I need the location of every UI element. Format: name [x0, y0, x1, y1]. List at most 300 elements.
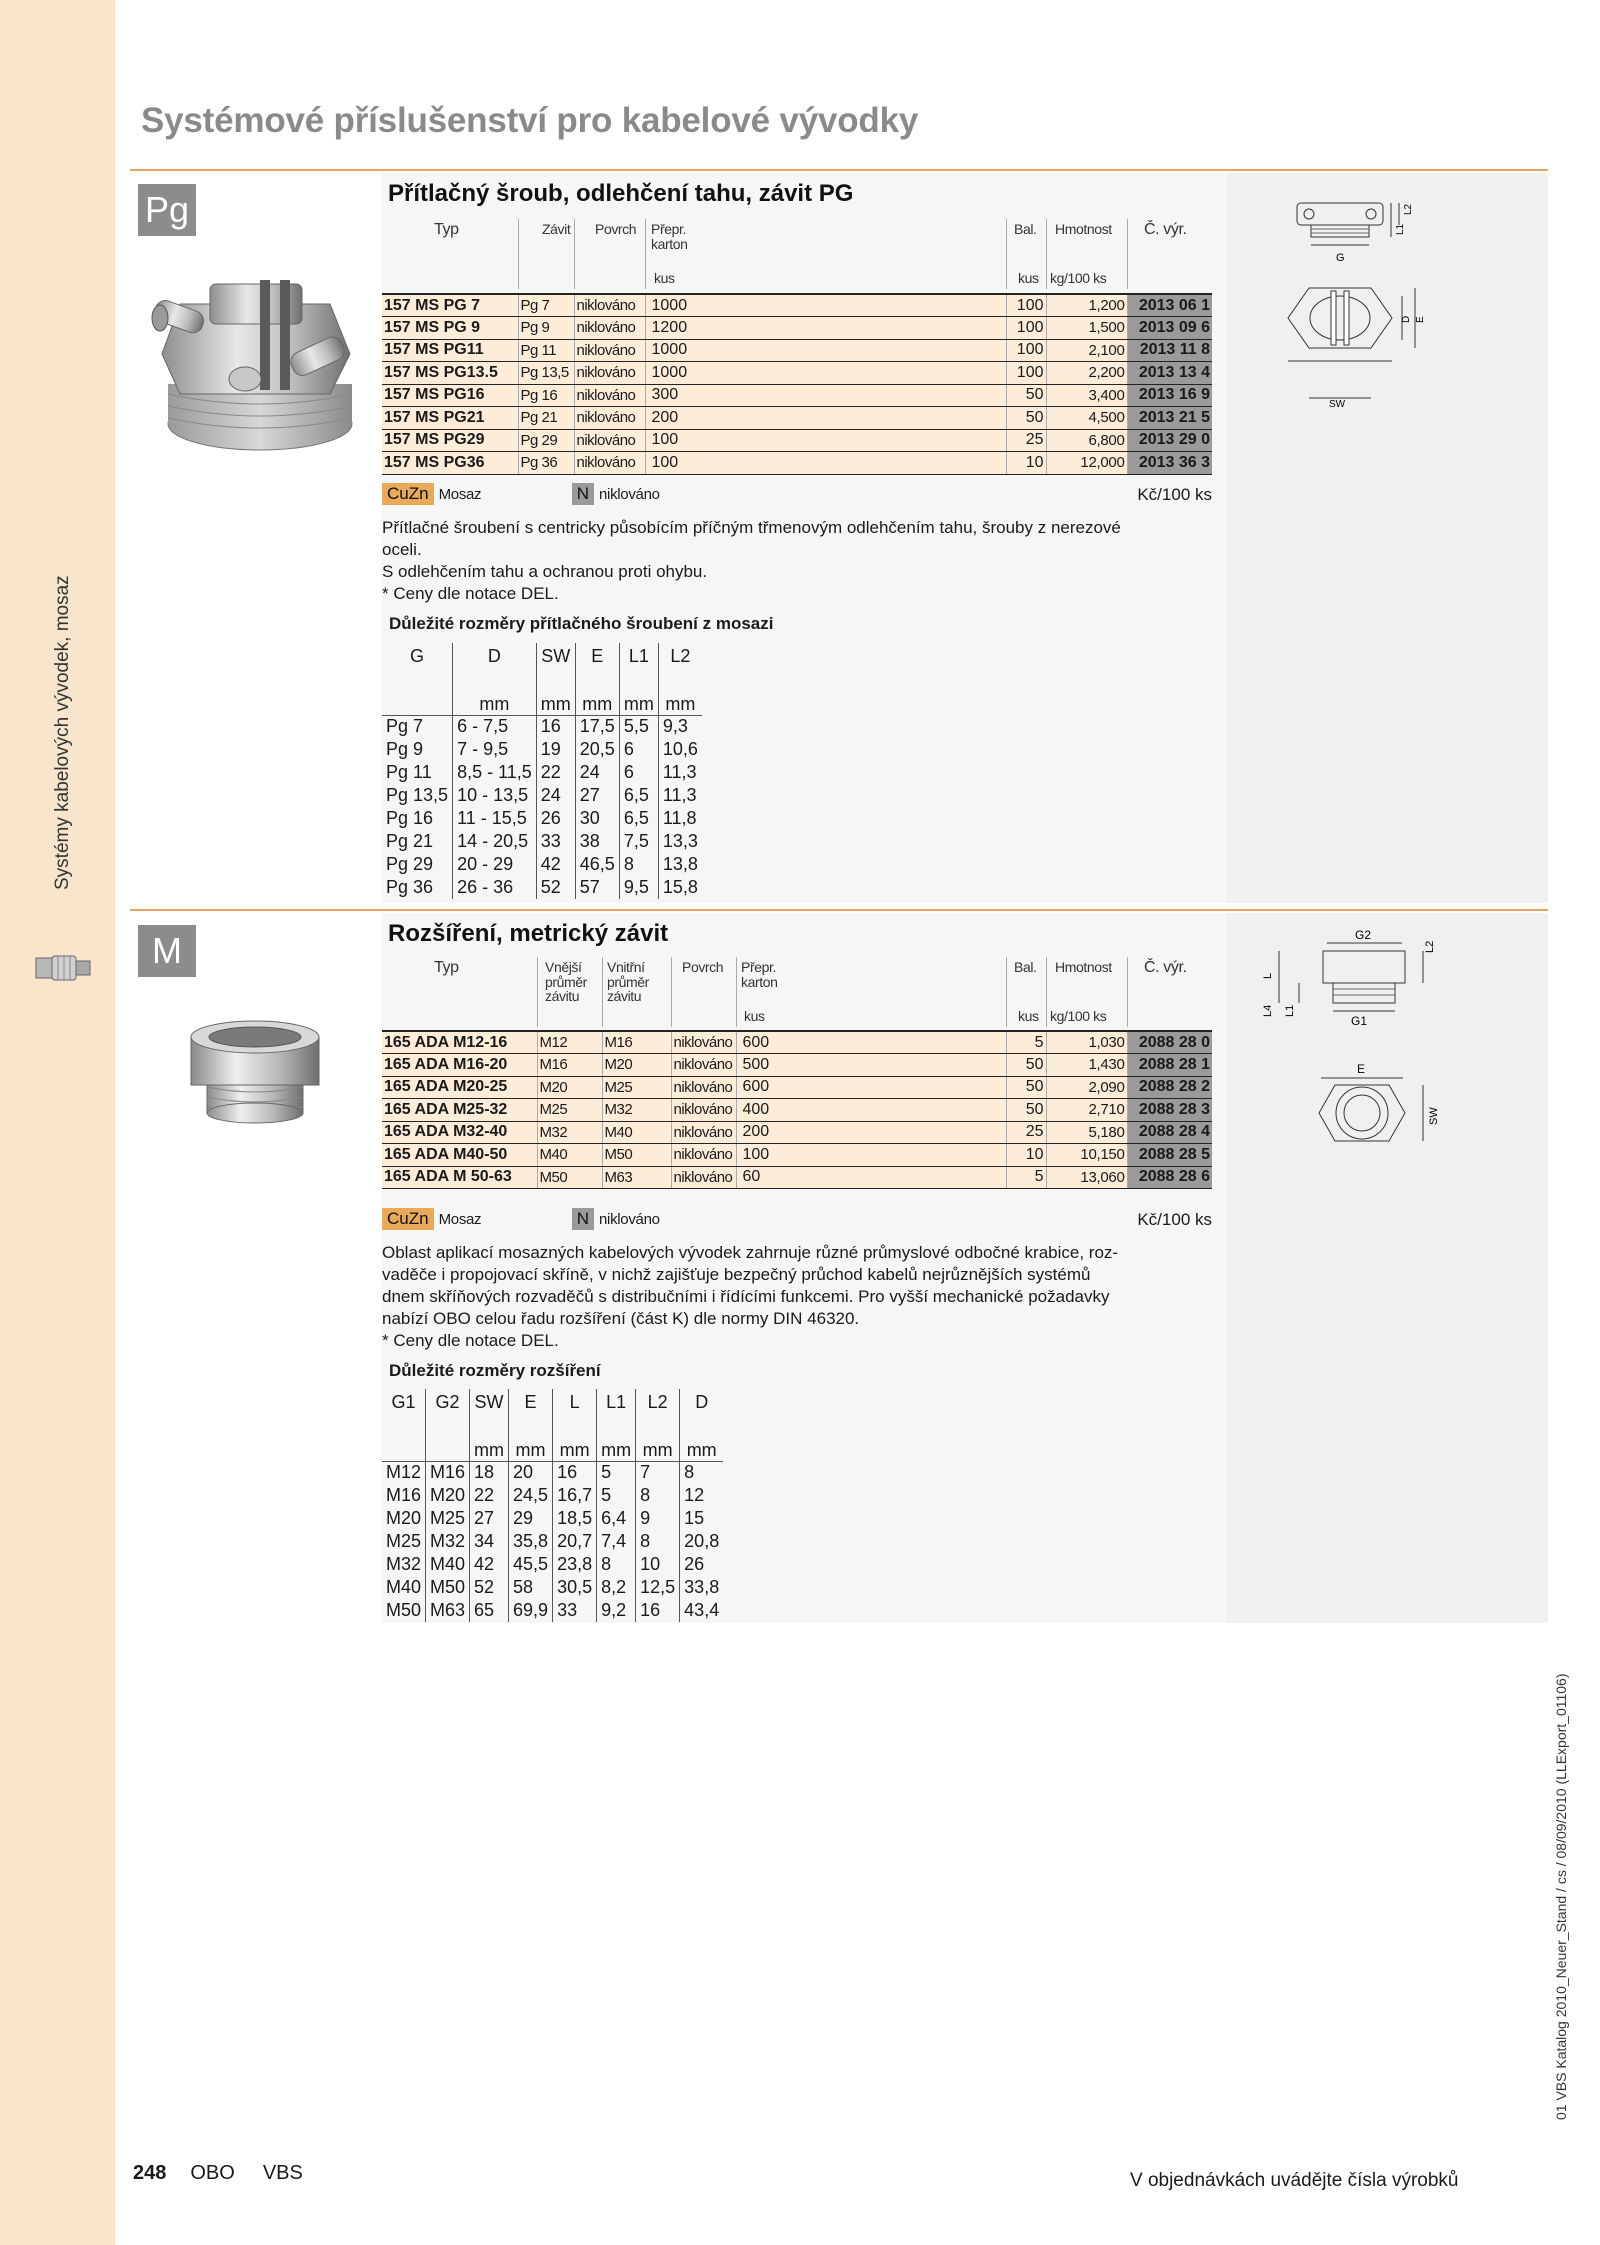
- dim-cell: 20: [509, 1461, 553, 1484]
- cell-karton: 600: [736, 1031, 1006, 1054]
- cell-hm: 1,030: [1046, 1031, 1127, 1054]
- col-unit-bal: kus: [1018, 1008, 1039, 1024]
- content-panel: [382, 913, 1248, 1623]
- cell-typ: 157 MS PG16: [382, 384, 518, 407]
- cell-outer: M50: [537, 1166, 602, 1189]
- col-header-bal: Bal.: [1014, 959, 1037, 975]
- dimension-drawing-pg: [1227, 173, 1548, 433]
- cell-povrch: niklováno: [671, 1054, 736, 1077]
- price-unit: Kč/100 ks: [1137, 485, 1212, 504]
- dim-header: L: [553, 1389, 597, 1419]
- dimensions-table-m: [382, 1389, 723, 1622]
- dim-label-e: E: [1357, 1062, 1366, 1076]
- dim-cell: 26: [680, 1553, 724, 1576]
- dim-unit: [382, 673, 453, 715]
- section-divider: [130, 169, 1548, 171]
- col-header-hmotnost: Hmotnost: [1055, 959, 1112, 975]
- cell-hm: 2,090: [1046, 1076, 1127, 1099]
- technical-drawing-panel: [1227, 173, 1548, 903]
- dim-cell: 12: [680, 1484, 724, 1507]
- cell-hm: 13,060: [1046, 1166, 1127, 1189]
- dim-cell: 27: [575, 784, 619, 807]
- section-m: [130, 909, 1548, 1629]
- dim-cell: M32: [426, 1530, 470, 1553]
- dim-cell: 20,5: [575, 738, 619, 761]
- dim-unit: mm: [658, 673, 702, 715]
- order-note: V objednávkách uvádějte čísla výrobků: [1130, 2170, 1459, 2191]
- dim-cell: 65: [470, 1599, 509, 1622]
- cell-povrch: niklováno: [574, 294, 645, 317]
- cell-zavit: Pg 13,5: [518, 362, 574, 385]
- dim-cell: 9: [636, 1507, 680, 1530]
- table-row: [382, 1530, 723, 1553]
- dim-cell: 9,2: [597, 1599, 636, 1622]
- cell-povrch: niklováno: [574, 362, 645, 385]
- section-badge: M: [138, 925, 196, 977]
- col-header-povrch: Povrch: [595, 221, 637, 237]
- cell-bal: 5: [1006, 1031, 1046, 1054]
- table-row: [382, 384, 1212, 407]
- cell-typ: 165 ADA M25-32: [382, 1099, 537, 1122]
- cell-typ: 157 MS PG21: [382, 407, 518, 430]
- product-table-pg: [382, 293, 1212, 475]
- material-name: Mosaz: [438, 1211, 482, 1228]
- cell-zavit: Pg 36: [518, 452, 574, 475]
- col-header-outer: Vnější průměr závitu: [545, 959, 587, 1005]
- cell-outer: M32: [537, 1121, 602, 1144]
- cell-bal: 50: [1006, 407, 1046, 430]
- cell-povrch: niklováno: [671, 1121, 736, 1144]
- cell-povrch: niklováno: [671, 1099, 736, 1122]
- cell-inner: M25: [602, 1076, 671, 1099]
- table-row: [382, 1484, 723, 1507]
- description-line: dnem skříňových rozvaděčů s distribučními i řídícími funkcemi. Pro vyšší mechanické požadavky: [382, 1287, 1110, 1306]
- table-row: [382, 1099, 1212, 1122]
- table-row: [382, 1031, 1212, 1054]
- table-row: [382, 1166, 1212, 1189]
- cell-hm: 1,200: [1046, 294, 1127, 317]
- section-title: Rozšíření, metrický závit: [388, 920, 669, 947]
- table-row: [382, 339, 1212, 362]
- table-row: [382, 452, 1212, 475]
- table-row: [382, 1507, 723, 1530]
- material-line: [382, 1208, 1212, 1232]
- dim-cell: 42: [470, 1553, 509, 1576]
- cell-karton: 500: [736, 1054, 1006, 1077]
- dim-unit: [382, 1419, 426, 1461]
- cell-typ: 157 MS PG 9: [382, 317, 518, 340]
- dim-cell: Pg 21: [386, 831, 434, 851]
- dim-unit: mm: [453, 673, 537, 715]
- cell-hm: 2,200: [1046, 362, 1127, 385]
- dim-cell: 26 - 36: [453, 876, 537, 899]
- dim-unit: mm: [470, 1419, 509, 1461]
- dim-cell: 11,3: [658, 761, 702, 784]
- dim-cell: M20: [426, 1484, 470, 1507]
- cell-bal: 5: [1006, 1166, 1046, 1189]
- col-header-cvyr: Č. výr.: [1144, 221, 1187, 238]
- col-header-karton: Přepr. karton: [741, 959, 778, 990]
- dim-label-l1: L1: [1284, 1004, 1296, 1017]
- dim-header: E: [509, 1389, 553, 1419]
- dim-cell: M50: [386, 1600, 422, 1620]
- product-description: [382, 517, 1212, 605]
- dim-cell: 5,5: [619, 715, 658, 738]
- dim-label-g2: G2: [1355, 928, 1372, 942]
- cell-typ: 157 MS PG36: [382, 452, 518, 475]
- description-line: vaděče i propojovací skříně, v nichž zajišťuje bezpečný průchod kabelů nejrůznějších systémů: [382, 1265, 1091, 1284]
- col-unit-kus: kus: [744, 1008, 765, 1024]
- dim-cell: M16: [386, 1485, 422, 1505]
- cell-bal: 50: [1006, 1054, 1046, 1077]
- cell-zavit: Pg 9: [518, 317, 574, 340]
- dim-cell: Pg 16: [386, 808, 434, 828]
- dim-unit: mm: [509, 1419, 553, 1461]
- dim-cell: 69,9: [509, 1599, 553, 1622]
- dim-cell: 8: [636, 1530, 680, 1553]
- cell-bal: 100: [1006, 362, 1046, 385]
- cell-karton: 100: [645, 452, 1006, 475]
- cell-zavit: Pg 21: [518, 407, 574, 430]
- product-table-m: [382, 1030, 1212, 1189]
- col-unit-hmotnost: kg/100 ks: [1050, 270, 1107, 286]
- surface-code-badge: N: [572, 1208, 594, 1230]
- cell-hm: 2,710: [1046, 1099, 1127, 1122]
- material-name: Mosaz: [438, 486, 482, 503]
- cell-typ: 165 ADA M32-40: [382, 1121, 537, 1144]
- dim-label-l2: L2: [1403, 203, 1414, 215]
- dim-cell: Pg 29: [386, 854, 434, 874]
- dim-cell: 6: [619, 738, 658, 761]
- table-row: [382, 1054, 1212, 1077]
- dim-unit: mm: [536, 673, 575, 715]
- cell-inner: M50: [602, 1144, 671, 1167]
- cell-bal: 50: [1006, 1099, 1046, 1122]
- dim-cell: 52: [470, 1576, 509, 1599]
- cell-art: 2088 28 0: [1127, 1031, 1212, 1054]
- dim-cell: 58: [509, 1576, 553, 1599]
- dimensions-title: Důležité rozměry přítlačného šroubení z mosazi: [389, 614, 774, 633]
- table-row: [382, 1553, 723, 1576]
- cell-karton: 60: [736, 1166, 1006, 1189]
- table-row: [382, 853, 702, 876]
- dim-cell: 13,3: [658, 830, 702, 853]
- dim-cell: 26: [536, 807, 575, 830]
- cell-povrch: niklováno: [671, 1166, 736, 1189]
- dim-header: G2: [426, 1389, 470, 1419]
- cell-karton: 200: [736, 1121, 1006, 1144]
- col-header-typ: Typ: [434, 959, 459, 976]
- cell-zavit: Pg 29: [518, 429, 574, 452]
- table-row: [382, 761, 702, 784]
- table-row: [382, 1576, 723, 1599]
- dim-cell: 8,2: [597, 1576, 636, 1599]
- technical-drawing-panel: [1227, 913, 1548, 1623]
- dim-cell: Pg 7: [382, 715, 453, 738]
- dim-cell: Pg 36: [386, 877, 434, 897]
- dim-cell: 16,7: [553, 1484, 597, 1507]
- dim-label-g: G: [1336, 252, 1345, 264]
- cell-art: 2088 28 2: [1127, 1076, 1212, 1099]
- cell-bal: 10: [1006, 1144, 1046, 1167]
- dim-cell: 30,5: [553, 1576, 597, 1599]
- description-line: Přítlačné šroubení s centricky působícím příčným třmenovým odlehčením tahu, šrouby z nerezové: [382, 518, 1121, 537]
- col-header-typ: Typ: [434, 221, 459, 238]
- cell-povrch: niklováno: [574, 317, 645, 340]
- material-code-badge: CuZn: [382, 483, 434, 505]
- dim-label-sw: SW: [1428, 1107, 1440, 1125]
- dim-label-l: L: [1262, 972, 1274, 979]
- surface-name: niklováno: [599, 486, 660, 503]
- table-row: [382, 1121, 1212, 1144]
- table-row: [382, 715, 702, 738]
- dim-cell: 10,6: [658, 738, 702, 761]
- dim-cell: 8: [619, 853, 658, 876]
- cell-typ: 157 MS PG13.5: [382, 362, 518, 385]
- dim-cell: 7,5: [619, 830, 658, 853]
- cell-povrch: niklováno: [574, 407, 645, 430]
- cell-art: 2013 16 9: [1127, 384, 1212, 407]
- dim-cell: 5: [597, 1484, 636, 1507]
- cell-typ: 165 ADA M40-50: [382, 1144, 537, 1167]
- dim-cell: 6,5: [619, 807, 658, 830]
- cell-hm: 2,100: [1046, 339, 1127, 362]
- cell-art: 2088 28 4: [1127, 1121, 1212, 1144]
- cell-art: 2013 11 8: [1127, 339, 1212, 362]
- cell-bal: 25: [1006, 429, 1046, 452]
- cell-art: 2013 09 6: [1127, 317, 1212, 340]
- dim-header: SW: [470, 1389, 509, 1419]
- col-header-hmotnost: Hmotnost: [1055, 221, 1112, 237]
- table-row: [382, 1599, 723, 1622]
- dim-unit: mm: [619, 673, 658, 715]
- dim-cell: M63: [426, 1599, 470, 1622]
- dim-cell: 29: [509, 1507, 553, 1530]
- table-row: [382, 1461, 723, 1484]
- dim-cell: 33: [536, 830, 575, 853]
- description-line: * Ceny dle notace DEL.: [382, 584, 559, 603]
- dim-cell: 12,5: [636, 1576, 680, 1599]
- dim-cell: 34: [470, 1530, 509, 1553]
- dim-cell: 7: [636, 1461, 680, 1484]
- section-title: Přítlačný šroub, odlehčení tahu, závit PG: [388, 180, 854, 207]
- dim-label-l4: L4: [1262, 1004, 1274, 1017]
- surface-code-badge: N: [572, 483, 594, 505]
- dim-cell: 18: [470, 1461, 509, 1484]
- dim-cell: 10: [636, 1553, 680, 1576]
- description-line: nabízí OBO celou řadu rozšíření (část K) dle normy DIN 46320.: [382, 1309, 860, 1328]
- dim-cell: 19: [536, 738, 575, 761]
- table-row: [382, 807, 702, 830]
- dim-header: L2: [658, 643, 702, 673]
- dim-cell: 7 - 9,5: [453, 738, 537, 761]
- section-divider: [130, 909, 1548, 911]
- cell-outer: M16: [537, 1054, 602, 1077]
- dim-cell: 23,8: [553, 1553, 597, 1576]
- content-panel: [382, 173, 1248, 903]
- cell-karton: 1200: [645, 317, 1006, 340]
- dim-cell: 20,7: [553, 1530, 597, 1553]
- dim-cell: M25: [426, 1507, 470, 1530]
- description-line: oceli.: [382, 540, 422, 559]
- dim-header: SW: [536, 643, 575, 673]
- dim-unit: mm: [575, 673, 619, 715]
- dim-cell: 7,4: [597, 1530, 636, 1553]
- dim-cell: 16: [536, 715, 575, 738]
- cell-typ: 165 ADA M 50-63: [382, 1166, 537, 1189]
- cell-art: 2013 21 5: [1127, 407, 1212, 430]
- dim-cell: M50: [426, 1576, 470, 1599]
- cell-outer: M25: [537, 1099, 602, 1122]
- product-photo-m: [185, 1017, 325, 1132]
- dim-cell: 6: [619, 761, 658, 784]
- cell-art: 2013 29 0: [1127, 429, 1212, 452]
- cell-typ: 165 ADA M20-25: [382, 1076, 537, 1099]
- cell-bal: 100: [1006, 317, 1046, 340]
- cell-povrch: niklováno: [574, 384, 645, 407]
- cell-hm: 1,500: [1046, 317, 1127, 340]
- cell-art: 2013 06 1: [1127, 294, 1212, 317]
- dim-cell: 8: [636, 1484, 680, 1507]
- dim-cell: 8: [680, 1461, 724, 1484]
- cell-outer: M20: [537, 1076, 602, 1099]
- dim-header: D: [453, 643, 537, 673]
- cell-karton: 1000: [645, 362, 1006, 385]
- cell-karton: 100: [645, 429, 1006, 452]
- dim-cell: 38: [575, 830, 619, 853]
- dim-cell: 45,5: [509, 1553, 553, 1576]
- cell-zavit: Pg 11: [518, 339, 574, 362]
- dimension-drawing-m: [1227, 913, 1548, 1173]
- dim-cell: 11 - 15,5: [453, 807, 537, 830]
- cell-inner: M32: [602, 1099, 671, 1122]
- dim-cell: 20 - 29: [453, 853, 537, 876]
- table-row: [382, 317, 1212, 340]
- table-row: [382, 294, 1212, 317]
- cell-inner: M16: [602, 1031, 671, 1054]
- dim-cell: 9,5: [619, 876, 658, 899]
- cell-povrch: niklováno: [671, 1076, 736, 1099]
- catalog-name: VBS: [262, 2162, 303, 2184]
- cell-outer: M12: [537, 1031, 602, 1054]
- sidebar-band: [0, 0, 115, 2245]
- dim-cell: 6,4: [597, 1507, 636, 1530]
- table-row: [382, 429, 1212, 452]
- product-photo-pg: [140, 244, 370, 469]
- dim-cell: 33,8: [680, 1576, 724, 1599]
- dim-cell: 6,5: [619, 784, 658, 807]
- dim-cell: 24: [536, 784, 575, 807]
- description-line: S odlehčením tahu a ochranou proti ohybu.: [382, 562, 708, 581]
- cell-karton: 200: [645, 407, 1006, 430]
- col-unit-kus: kus: [654, 270, 675, 286]
- col-header-bal: Bal.: [1014, 221, 1037, 237]
- dim-unit: mm: [597, 1419, 636, 1461]
- description-line: * Ceny dle notace DEL.: [382, 1331, 559, 1350]
- dim-cell: 52: [536, 876, 575, 899]
- cell-hm: 10,150: [1046, 1144, 1127, 1167]
- table-row: [382, 830, 702, 853]
- dim-header: E: [575, 643, 619, 673]
- dim-cell: M40: [426, 1553, 470, 1576]
- dim-cell: 13,8: [658, 853, 702, 876]
- dim-cell: 6 - 7,5: [453, 715, 537, 738]
- cell-karton: 600: [736, 1076, 1006, 1099]
- dim-cell: M25: [386, 1531, 422, 1551]
- dim-cell: 20,8: [680, 1530, 724, 1553]
- dim-cell: 27: [470, 1507, 509, 1530]
- product-description: [382, 1242, 1212, 1352]
- dim-unit: mm: [680, 1419, 724, 1461]
- cell-hm: 12,000: [1046, 452, 1127, 475]
- table-row: [382, 738, 702, 761]
- cell-art: 2088 28 3: [1127, 1099, 1212, 1122]
- table-row: [382, 784, 702, 807]
- brand-name: OBO: [190, 2162, 235, 2184]
- cell-karton: 300: [645, 384, 1006, 407]
- cell-karton: 400: [736, 1099, 1006, 1122]
- cell-povrch: niklováno: [574, 339, 645, 362]
- side-section-label: Systémy kabelových vývodek, mosaz: [52, 575, 73, 890]
- cell-povrch: niklováno: [671, 1031, 736, 1054]
- dim-label-l1: L1: [1395, 223, 1406, 235]
- dim-cell: M32: [386, 1554, 422, 1574]
- cell-karton: 1000: [645, 294, 1006, 317]
- cell-art: 2013 36 3: [1127, 452, 1212, 475]
- dim-label-l2: L2: [1424, 940, 1436, 953]
- cell-bal: 50: [1006, 384, 1046, 407]
- col-header-inner: Vnitřní průměr závitu: [607, 959, 649, 1005]
- dim-cell: M20: [386, 1508, 422, 1528]
- cell-typ: 165 ADA M16-20: [382, 1054, 537, 1077]
- cell-hm: 6,800: [1046, 429, 1127, 452]
- dim-cell: 30: [575, 807, 619, 830]
- dim-cell: 57: [575, 876, 619, 899]
- dim-cell: 18,5: [553, 1507, 597, 1530]
- dimensions-table-pg: [382, 643, 702, 899]
- price-unit: Kč/100 ks: [1137, 1210, 1212, 1229]
- table-row: [382, 407, 1212, 430]
- cell-karton: 100: [736, 1144, 1006, 1167]
- col-unit-bal: kus: [1018, 270, 1039, 286]
- cell-hm: 1,430: [1046, 1054, 1127, 1077]
- section-badge: Pg: [138, 184, 196, 236]
- cell-inner: M63: [602, 1166, 671, 1189]
- cell-bal: 100: [1006, 294, 1046, 317]
- cell-typ: 157 MS PG 7: [382, 294, 518, 317]
- dim-cell: 46,5: [575, 853, 619, 876]
- dim-header: G1: [391, 1392, 416, 1412]
- page-number: 248: [133, 2162, 167, 2184]
- cell-bal: 10: [1006, 452, 1046, 475]
- col-header-cvyr: Č. výr.: [1144, 959, 1187, 976]
- cell-hm: 4,500: [1046, 407, 1127, 430]
- page-footer: [133, 2162, 331, 2185]
- dim-cell: 10 - 13,5: [453, 784, 537, 807]
- table-row: [382, 876, 702, 899]
- dim-unit: mm: [553, 1419, 597, 1461]
- cell-typ: 157 MS PG11: [382, 339, 518, 362]
- cell-typ: 157 MS PG29: [382, 429, 518, 452]
- footer-meta: 01 VBS Katalog 2010_Neuer_Stand / cs / 08/09/2010 (LLExport_01106): [1553, 1673, 1569, 2120]
- cell-typ: 165 ADA M12-16: [382, 1031, 537, 1054]
- section-pg: [130, 169, 1548, 904]
- dim-label-sw: SW: [1329, 399, 1346, 410]
- cell-zavit: Pg 7: [518, 294, 574, 317]
- dim-unit: [426, 1419, 470, 1461]
- dim-label-e: E: [1415, 316, 1426, 323]
- dim-header: G: [410, 646, 425, 666]
